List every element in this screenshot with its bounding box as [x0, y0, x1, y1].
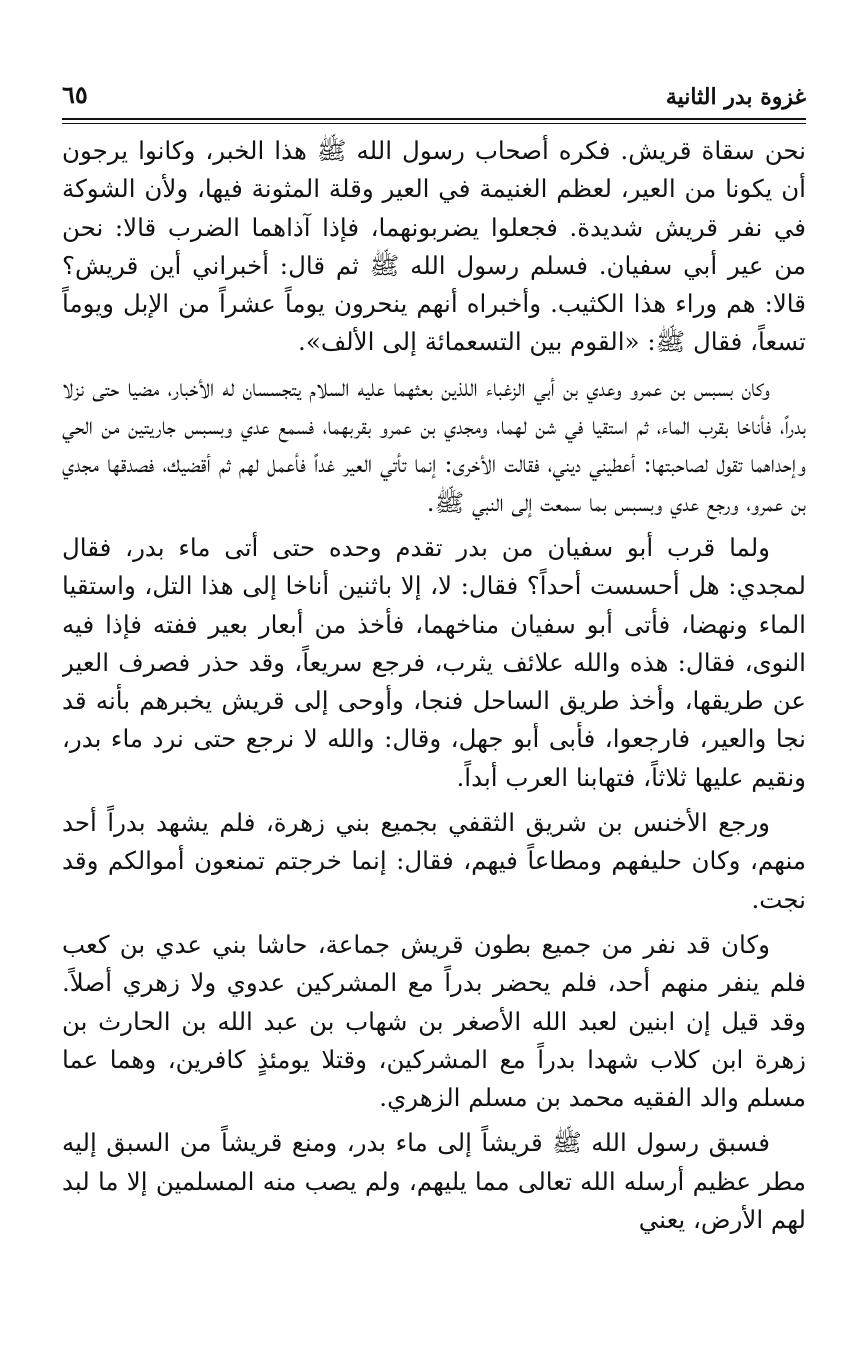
paragraph-6: فسبق رسول الله ﷺ قريشاً إلى ماء بدر، ومنع قريشاً من السبق إليه مطر عظيم أرسله الله تعالى مما يليهم، ولم يصب منه المسلمين إلا ما لبد لهم الأرض، يعني [62, 1128, 806, 1235]
running-title: غزوة بدر الثانية [665, 84, 806, 110]
paragraph-3: ولما قرب أبو سفيان من بدر تقدم وحده حتى أتى ماء بدر، فقال لمجدي: هل أحسست أحداً؟ فقال: لا، إلا باثنين أناخا إلى هذا التل، واستقيا الماء ونهضا، فأتى أبو سفيان مناخهما، فأخذ من أبعار بعير ففته فإذا فيه النوى، فقال: هذه والله علائف يثرب، فرجع سريعاً، وقد حذر فصرف العير عن طريقها، وأخذ طريق الساحل فنجا، وأوحى إلى قريش يخبرهم بأنه قد نجا والعير، فارجعوا، فأبى أبو جهل، وقال: والله لا نرجع حتى نرد ماء بدر، ونقيم عليها ثلاثاً، فتهابنا العرب أبداً. [62, 532, 806, 792]
body-text [62, 132, 806, 1319]
header-rule-thin [62, 123, 806, 124]
paragraph-1: نحن سقاة قريش. فكره أصحاب رسول الله ﷺ هذا الخبر، وكانوا يرجون أن يكونا من العير، لعظم الغنيمة في العير وقلة المثونة فيها، ولأن الشوكة في نفر قريش شديدة. فجعلوا يضربونهما، فإذا آذاهما الضرب قالا: نحن من عير أبي سفيان. فسلم رسول الله ﷺ ثم قال: أخبراني أين قريش؟ قالا: هم وراء هذا الكثيب. وأخبراه أنهم ينحرون يوماً عشراً من الإبل ويوماً تسعاً، فقال ﷺ: «القوم بين التسعمائة إلى الألف». [62, 136, 806, 357]
paragraph-4: ورجع الأخنس بن شريق الثقفي بجميع بني زهرة، فلم يشهد بدراً أحد منهم، وكان حليفهم ومطاعاً فيهم، فقال: إنما خرجتم تمنعون أموالكم وقد نجت. [62, 808, 806, 914]
paragraph-2: وكان بسبس بن عمرو وعدي بن أبي الزغباء اللذين بعثهما عليه السلام يتجسسان له الأخبار، مضيا حتى نزلا بدراً، فأناخا بقرب الماء، ثم استقيا في شن لهما، ومجدي بن عمرو بقربهما، فسمع عدي وبسبس جاريتين من الحي وإحداهما تقول لصاحبتها: أعطيني ديني، فقالت الأخرى: إنما تأتي العير غداً فأعمل لهم ثم أقضيك، فصدقها مجدي بن عمرو، ورجع عدي وبسبس بما سمعت إلى النبي ﷺ. [62, 372, 806, 517]
paragraph-5: وكان قد نفر من جميع بطون قريش جماعة، حاشا بني عدي بن كعب فلم ينفر منهم أحد، فلم يحضر بدراً مع المشركين عدوي ولا زهري أصلاً. وقد قيل إن ابنين لعبد الله الأصغر بن شهاب بن عبد الله بن الحارث بن زهرة ابن كلاب شهدا بدراً مع المشركين، وقتلا يومئذٍ كافرين، وهما عما مسلم والد الفقيه محمد بن مسلم الزهري. [62, 929, 806, 1113]
header-rule-thick [62, 118, 806, 120]
page-number: ٦٥ [62, 80, 88, 109]
page-header [62, 78, 806, 122]
